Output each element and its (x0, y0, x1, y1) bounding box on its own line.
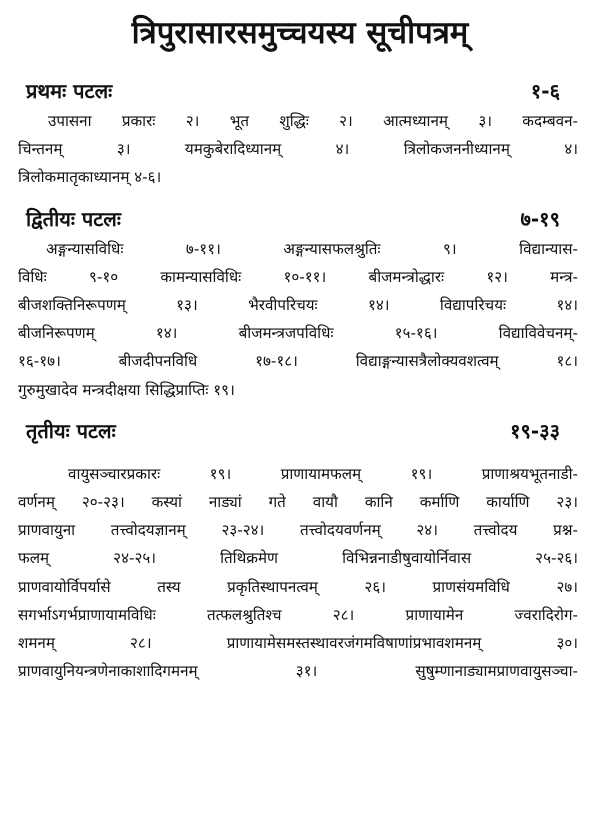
section-contents (18, 460, 582, 686)
contents-line: चिन्तनम् ३। यमकुबेरादिध्यानम् ४। त्रिलोकजननीध्यानम् ४। (18, 140, 578, 159)
contents-line: गुरुमुखादेव मन्त्रदीक्षया सिद्धिप्राप्तिः १९। (18, 380, 235, 399)
contents-line: त्रिलोकमातृकाध्यानम् ४-६। (18, 168, 162, 187)
section-contents (18, 235, 582, 404)
contents-line: उपासना प्रकारः २। भूत शुद्धिः २। आत्मध्यानम् ३। कदम्बवन- (48, 112, 578, 130)
section-heading-row (18, 76, 582, 106)
contents-line: वायुसञ्चारप्रकारः १९। प्राणायामफलम् १९। प्राणाश्रयभूतनाडी- (68, 464, 578, 483)
contents-line: बीजशक्तिनिरूपणम् १३। भैरवीपरिचयः १४। विद्यापरिचयः १४। (18, 296, 578, 315)
contents-line: प्राणवायोर्विपर्यासे तस्य प्रकृतिस्थापनत्वम् २६। प्राणसंयमविधि २७। (18, 577, 578, 596)
section-dvitiya-patala (18, 204, 582, 404)
section-page-range: १९-३३ (510, 418, 560, 443)
section-page-range: १-६ (530, 79, 560, 103)
contents-line: १६-१७। बीजदीपनविधि १७-१८। विद्याङ्गन्यासत्रैलोक्यवशत्वम् १८। (18, 352, 578, 371)
section-tritiya-patala (18, 416, 582, 686)
section-heading-row (18, 204, 582, 234)
section-contents (18, 107, 582, 192)
contents-line: विधिः ९-१० कामन्यासविधिः १०-११। बीजमन्त्रोद्धारः १२। मन्त्र- (18, 267, 578, 286)
contents-line: प्राणवायुना तत्त्वोदयज्ञानम् २३-२४। तत्त्वोदयवर्णनम् २४। तत्त्वोदय प्रश्न- (18, 521, 578, 540)
section-heading-row (18, 416, 582, 446)
contents-line: फलम् २४-२५। तिथिक्रमेण विभिन्ननाडीषुवायोर्निवास २५-२६। (18, 549, 578, 568)
contents-line: अङ्गन्यासविधिः ७-११। अङ्गन्यासफलश्रुतिः ९। विद्यान्यास- (46, 239, 578, 258)
section-prathama-patala (18, 76, 582, 192)
contents-line: सगर्भाऽगर्भप्राणायामविधिः तत्फलश्रुतिश्च २८। प्राणायामेन ज्वरादिरोग- (18, 605, 578, 624)
contents-line: प्राणवायुनियन्त्रणेनाकाशादिगमनम् ३१। सुषुम्णानाड्यामप्राणवायुसञ्चा- (18, 662, 578, 681)
section-heading: द्वितीयः पटलः (26, 206, 121, 231)
contents-line: शमनम् २८। प्राणायामेसमस्तस्थावरजंगमविषाणांप्रभावशमनम् ३०। (18, 634, 578, 653)
contents-line: वर्णनम् २०-२३। कस्यां नाड्यां गते वायौ कानि कर्माणि कार्याणि २३। (18, 493, 578, 512)
section-heading: प्रथमः पटलः (26, 79, 113, 103)
section-heading: तृतीयः पटलः (26, 418, 116, 443)
contents-line: बीजनिरूपणम् १४। बीजमन्त्रजपविधिः १५-१६। विद्याविवेचनम्- (18, 324, 578, 343)
page-title: त्रिपुरासारसमुच्चयस्य सूचीपत्रम् (131, 15, 469, 51)
section-page-range: ७-१९ (520, 206, 560, 231)
